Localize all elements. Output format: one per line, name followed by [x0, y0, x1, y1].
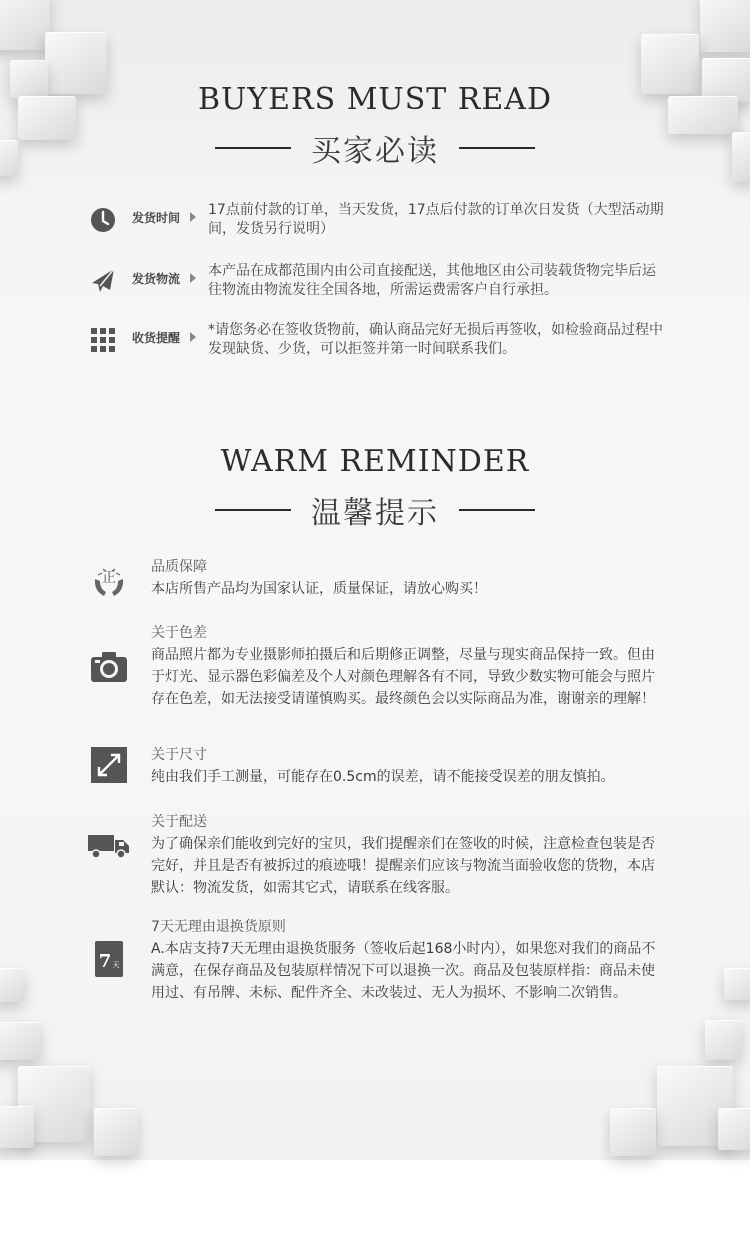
must-label: 收货提醒 — [132, 331, 181, 345]
warm-item-title: 品质保障 — [151, 559, 207, 575]
seven-days-icon — [88, 938, 130, 980]
warm-item-title: 关于色差 — [151, 625, 207, 641]
warm-subtitle-row — [0, 490, 750, 530]
divider-line-right — [459, 147, 535, 149]
warm-subtitle: 温馨提示 — [311, 496, 439, 531]
must-label: 发货时间 — [132, 211, 181, 225]
triangle-right-icon — [190, 212, 196, 222]
svg-text:正: 正 — [102, 570, 116, 586]
triangle-right-icon — [190, 332, 196, 342]
quality-hands-icon — [88, 560, 130, 602]
must-item-logistics — [88, 262, 668, 302]
must-item-shipping-time — [88, 201, 668, 241]
buyers-subtitle: 买家必读 — [311, 134, 439, 169]
camera-icon — [88, 646, 130, 688]
truck-icon — [88, 825, 130, 867]
airplane-icon — [88, 266, 118, 296]
divider-line-left — [215, 147, 291, 149]
warm-item-return — [88, 916, 668, 1026]
buyers-title: BUYERS MUST READ — [197, 82, 552, 117]
divider-line-right — [459, 509, 535, 511]
warm-item-text: 为了确保亲们能收到完好的宝贝，我们提醒亲们在签收的时候，注意检查包装是否完好，并且是否有被拆过的痕迹哦！提醒亲们应该与物流当面验收您的货物，本店默认：物流发货，如需其它式，请联系在线客服。 — [151, 836, 655, 896]
divider-line-left — [215, 509, 291, 511]
warm-item-size — [88, 744, 668, 794]
warm-item-title: 7天无理由退换货原则 — [151, 919, 286, 935]
must-text: 17点前付款的订单，当天发货，17点后付款的订单次日发货（大型活动期间，发货另行说明） — [208, 202, 664, 237]
warm-item-text: 本店所售产品均为国家认证，质量保证，请放心购买！ — [151, 581, 487, 597]
resize-arrow-icon — [88, 744, 130, 786]
warm-item-title: 关于尺寸 — [151, 747, 207, 763]
warm-item-text: 纯由我们手工测量，可能存在0.5cm的误差，请不能接受误差的朋友慎拍。 — [151, 769, 615, 785]
must-label: 发货物流 — [132, 272, 181, 286]
must-item-receipt — [88, 321, 668, 361]
warm-item-color — [88, 622, 668, 732]
must-text: *请您务必在签收货物前，确认商品完好无损后再签收，如检验商品过程中发现缺货、少货，可以拒签并第一时间联系我们。 — [208, 322, 663, 357]
svg-text:天: 天 — [112, 961, 120, 969]
warm-item-text: A.本店支持7天无理由退换货服务（签收后起168小时内），如果您对我们的商品不满意，在保存商品及包装原样情况下可以退换一次。商品及包装原样指：商品未使用过、有吊牌、未标、配件齐全、未改装过、无人为损坏、不影响二次销售。 — [151, 941, 656, 1001]
must-text: 本产品在成都范围内由公司直接配送，其他地区由公司装载货物完毕后运往物流由物流发往全国各地，所需运费需客户自行承担。 — [208, 263, 656, 298]
warm-item-title: 关于配送 — [151, 814, 207, 830]
buyers-subtitle-row — [0, 128, 750, 168]
warm-item-text: 商品照片都为专业摄影师拍摄后和后期修正调整，尽量与现实商品保持一致。但由于灯光、显示器色彩偏差及个人对颜色理解各有不同，导致少数实物可能会与照片存在色差，如无法接受请谨慎购买。最终颜色会以实际商品为准，谢谢亲的理解！ — [151, 647, 655, 707]
triangle-right-icon — [190, 273, 196, 283]
clock-icon — [88, 205, 118, 235]
grid-icon — [88, 325, 118, 355]
svg-text:7: 7 — [98, 951, 112, 972]
warm-item-delivery — [88, 811, 668, 901]
warm-item-quality — [88, 556, 668, 606]
warm-title: WARM REMINDER — [220, 444, 530, 479]
